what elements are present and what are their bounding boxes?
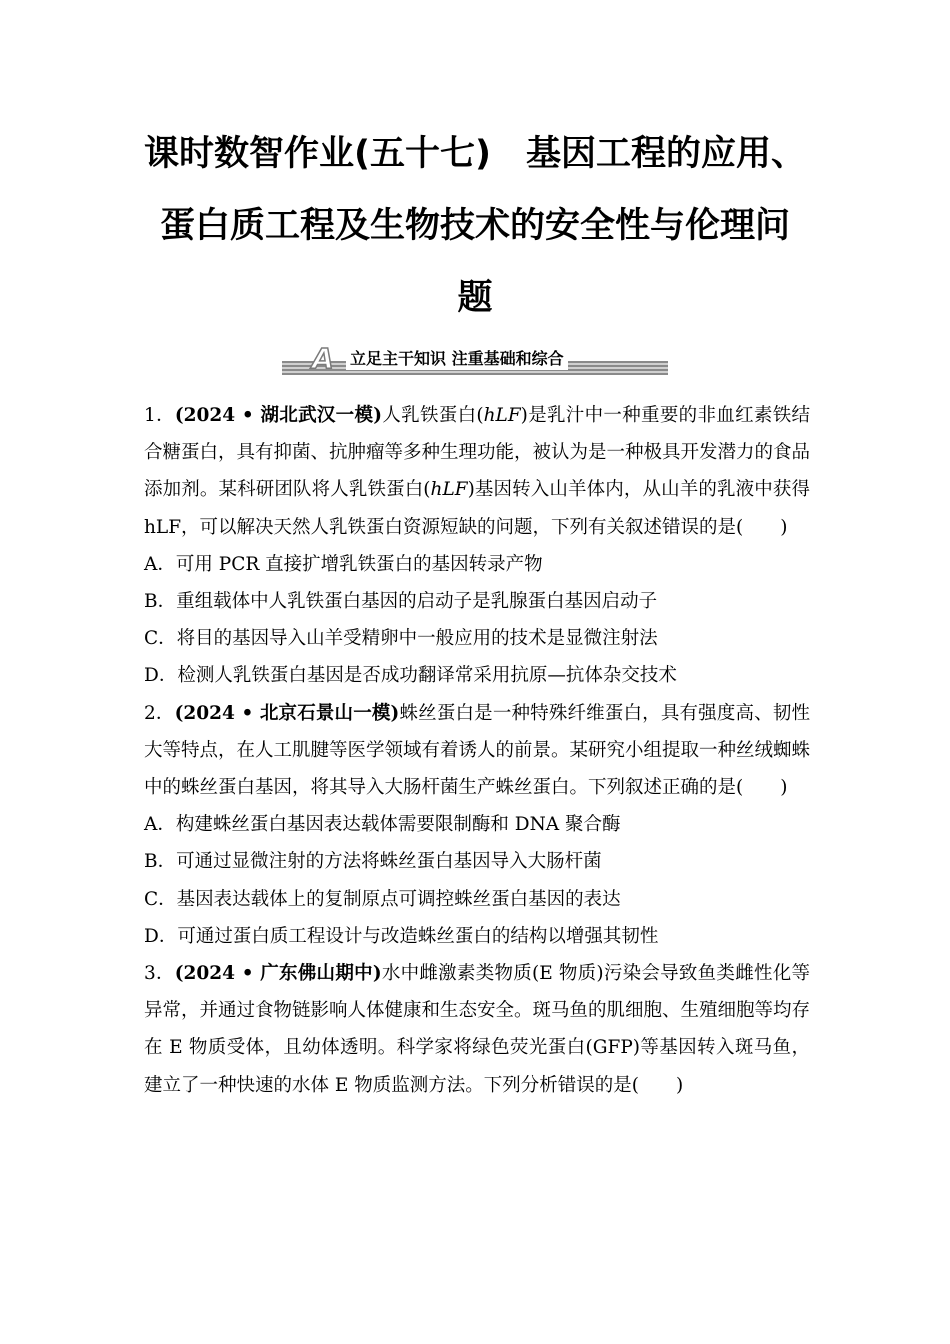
question-list [144,397,810,1104]
title-line-1: 课时数智作业(五十七) 基因工程的应用、 [144,134,806,174]
option-d: D．检测人乳铁蛋白基因是否成功翻译常采用抗原—抗体杂交技术 [144,665,677,687]
question-source: (2024 • 湖北武汉一模) [174,405,383,426]
section-label: 立足主干知识 注重基础和综合 [346,348,568,370]
option-d: D．可通过蛋白质工程设计与改造蛛丝蛋白的结构以增强其韧性 [144,925,659,947]
question-3 [144,955,810,1104]
question-source: (2024 • 北京石景山一模) [174,702,400,724]
question-number: 1． [144,405,175,426]
option-c: C．将目的基因导入山羊受精卵中一般应用的技术是显微注射法 [144,628,658,650]
question-text: 水中雌激素类物质(E 物质)污染会导致鱼类雌性化等异常，并通过食物链影响人体健康和生态安全。斑马鱼的肌细胞、生殖细胞等均存在 E 物质受体，且幼体透明。科学家将绿色荧光蛋白(GFP)等基因转入斑马鱼，建立了一种快速的水体 E 物质监测方法。下列分析错误的是( ) [144,963,811,1096]
option-a: A．可用 PCR 直接扩增乳铁蛋白的基因转录产物 [144,553,543,575]
gene-symbol: hLF [483,405,521,426]
question-text: 人乳铁蛋白( [382,405,484,426]
title-line-3: 题 [457,278,493,318]
question-number: 2． [144,702,175,724]
question-text: 蛛丝蛋白是一种特殊纤维蛋白，具有强度高、韧性大等特点，在人工肌腱等医学领域有着诱人的前景。某研究小组提取一种丝绒蜘蛛中的蛛丝蛋白基因，将其导入大肠杆菌生产蛛丝蛋白。下列叙述正确的是( ) [144,702,811,799]
gene-symbol: hLF [430,479,468,501]
option-c: C．基因表达载体上的复制原点可调控蛛丝蛋白基因的表达 [144,888,621,910]
question-source: (2024 • 广东佛山期中) [174,963,382,985]
option-b: B．重组载体中人乳铁蛋白基因的启动子是乳腺蛋白基因启动子 [144,591,658,613]
section-a-icon: A [312,342,334,375]
option-b: B．可通过显微注射的方法将蛛丝蛋白基因导入大肠杆菌 [144,851,602,873]
page-title [120,118,830,334]
title-line-2: 蛋白质工程及生物技术的安全性与伦理问 [159,206,790,246]
question-text: )基因转入山羊体内，从山羊的乳液中获得 hLF，可以解决天然人乳铁蛋白资源短缺的问题，下列有关叙述错误的是( ) [144,479,810,538]
option-a: A．构建蛛丝蛋白基因表达载体需要限制酶和 DNA 聚合酶 [144,814,621,836]
question-1 [144,397,810,546]
question-number: 3． [144,963,175,985]
question-text: )是乳汁中一种重要的非血红素铁结合糖蛋白，具有抑菌、抗肿瘤等多种生理功能，被认为是一种极具开发潜力的食品添加剂。某科研团队将人乳铁蛋白( [144,405,811,501]
section-banner [282,343,668,377]
question-2 [144,695,810,807]
